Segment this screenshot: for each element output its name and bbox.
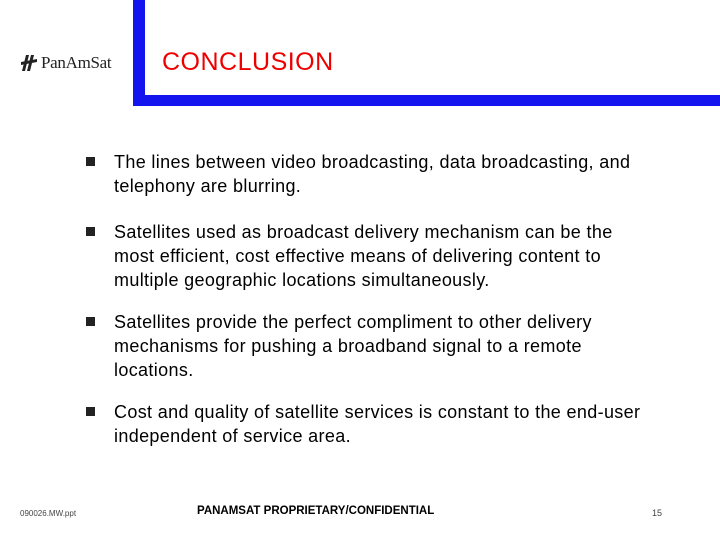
bullet-text: Satellites provide the perfect compliment to other delivery mechanisms for pushing a broadband signal to a remote locations. (114, 312, 592, 380)
square-bullet-icon (86, 317, 95, 326)
logo-text: PanAmSat (41, 53, 112, 72)
bullet-text: Satellites used as broadcast delivery mechanism can be the most efficient, cost effective means of delivering content to multiple geographic locations simultaneously. (114, 222, 613, 290)
square-bullet-icon (86, 227, 95, 236)
bullet-text: Cost and quality of satellite services is constant to the end-user independent of service area. (114, 402, 641, 446)
page-number: 15 (652, 508, 663, 518)
bullet-text: The lines between video broadcasting, data broadcasting, and telephony are blurring. (114, 152, 631, 196)
header-vertical-bar (133, 0, 145, 106)
company-logo (20, 50, 111, 76)
panamsat-logo-icon (20, 53, 38, 73)
header-horizontal-bar (145, 95, 720, 106)
square-bullet-icon (86, 407, 95, 416)
footer-filename: 090026.MW.ppt (20, 509, 77, 518)
slide-title: CONCLUSION (162, 48, 334, 76)
bullet-item (86, 310, 686, 382)
bullet-item (86, 150, 686, 198)
bullet-item (86, 220, 686, 292)
square-bullet-icon (86, 157, 95, 166)
bullet-item (86, 400, 686, 448)
footer-confidential: PANAMSAT PROPRIETARY/CONFIDENTIAL (197, 505, 435, 517)
